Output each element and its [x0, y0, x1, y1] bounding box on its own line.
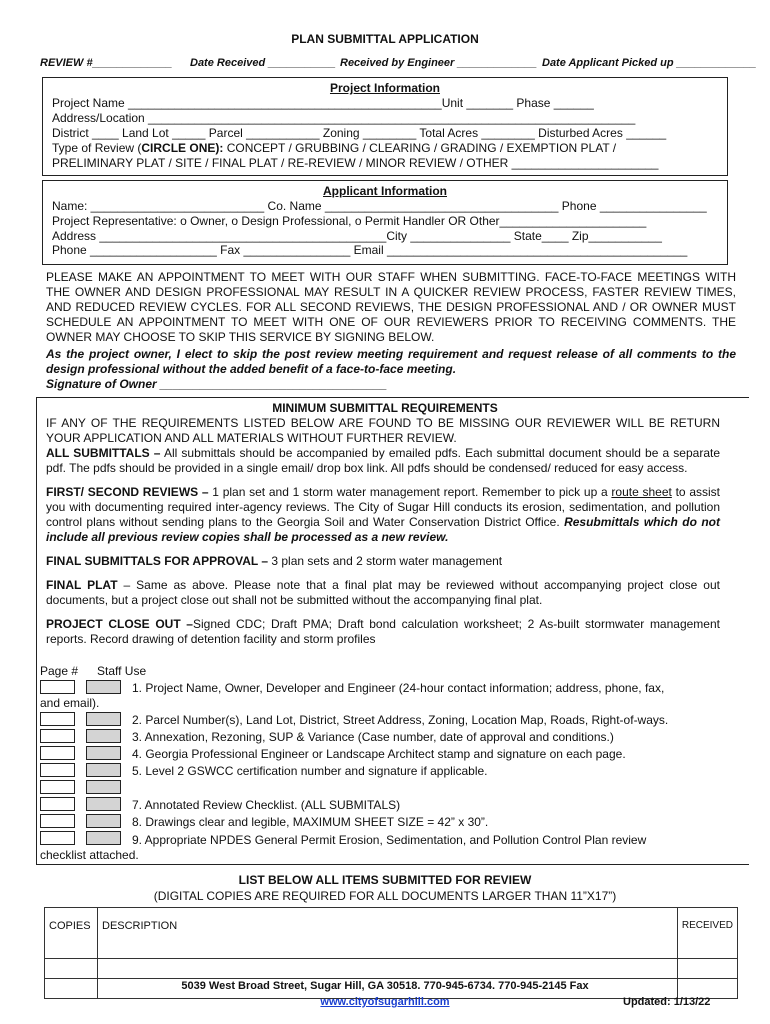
circle-one-label: CIRCLE ONE):: [141, 141, 224, 155]
all-submittals-text: All submittals should be accompanied by emailed pdfs. Each submittal document should be a separate pdf. The pdfs should be provided in a single email/ drop box link. All pdfs should be condensed/ reduced for easy access.: [46, 446, 721, 475]
page-number-checkbox[interactable]: [40, 746, 75, 760]
page-number-checkbox[interactable]: [40, 797, 75, 811]
applicant-information-heading: Applicant Information: [323, 184, 447, 198]
route-sheet-link[interactable]: route sheet: [611, 485, 672, 499]
staff-use-checkbox[interactable]: [86, 712, 121, 726]
applicant-address-line[interactable]: Address ___________________________________________City _______________ State____ Zip___________: [52, 229, 662, 243]
checklist-item-4: 4. Georgia Professional Engineer or Landscape Architect stamp and signature on each page.: [132, 747, 626, 761]
page-title: PLAN SUBMITTAL APPLICATION: [291, 32, 479, 46]
checklist-item-7: 7. Annotated Review Checklist. (ALL SUBMITALS): [132, 798, 401, 812]
staff-use-checkbox[interactable]: [86, 680, 121, 694]
checklist-item-1-wrap: and email).: [40, 696, 100, 710]
page-number-checkbox[interactable]: [40, 729, 75, 743]
staff-use-checkbox[interactable]: [86, 831, 121, 845]
description-cell[interactable]: [98, 959, 678, 979]
review-number-field[interactable]: REVIEW #_____________: [40, 57, 173, 69]
first-second-reviews-text: 1 plan set and 1 storm water management report. Remember to pick up a: [208, 485, 612, 499]
requirements-warning: IF ANY OF THE REQUIREMENTS LISTED BELOW ARE FOUND TO BE MISSING OUR REVIEWER WILL BE RETURN YOUR APPLICATION AND ALL MATERIALS WITHOUT FURTHER REVIEW.: [46, 416, 720, 445]
page-number-checkbox[interactable]: [40, 763, 75, 777]
checklist-item-9-wrap-text: checklist attached.: [40, 848, 139, 862]
first-second-reviews-paragraph: [46, 485, 720, 545]
appointment-notice: [46, 270, 736, 392]
received-cell[interactable]: [677, 959, 737, 979]
website-link[interactable]: www.cityofsugarhill.com: [320, 996, 450, 1008]
footer-address: 5039 West Broad Street, Sugar Hill, GA 30518. 770-945-6734. 770-945-2145 Fax: [181, 980, 589, 992]
checklist-item-5: 5. Level 2 GSWCC certification number and signature if applicable.: [132, 764, 488, 778]
staff-use-checkbox[interactable]: [86, 729, 121, 743]
copies-cell[interactable]: [45, 959, 98, 979]
date-received-field[interactable]: Date Received ___________: [190, 57, 336, 69]
all-submittals-label: ALL SUBMITTALS –: [46, 446, 161, 460]
submitted-items-heading: LIST BELOW ALL ITEMS SUBMITTED FOR REVIEW: [238, 873, 532, 887]
project-information-heading: Project Information: [329, 81, 440, 95]
type-of-review-line[interactable]: [52, 141, 616, 156]
minimum-requirements-heading: MINIMUM SUBMITTAL REQUIREMENTS: [272, 401, 498, 415]
final-plat-label: FINAL PLAT: [46, 578, 118, 592]
received-by-engineer-field[interactable]: Received by Engineer _____________: [340, 57, 537, 69]
first-second-reviews-text-cont: to assist you with documenting required inter-agency reviews. The City of Sugar Hill conducts its erosion, sedimentation, and pollution control plans without sending plans to the Georgia Soil and Water Conservation District Office.: [46, 485, 721, 529]
checklist-item-2: 2. Parcel Number(s), Land Lot, District, Street Address, Zoning, Location Map, Roads, Right-of-ways.: [132, 713, 669, 727]
project-representative-line[interactable]: Project Representative: o Owner, o Design Professional, o Permit Handler OR Other______________________: [52, 214, 647, 228]
district-parcel-line[interactable]: District ____ Land Lot _____ Parcel ___________ Zoning ________ Total Acres ________ Disturbed Acres ______: [52, 126, 667, 140]
type-of-review-label: Type of Review (: [52, 141, 142, 155]
checklist-item-9-wrap: [40, 848, 139, 863]
staff-use-checkbox[interactable]: [86, 763, 121, 777]
page-number-column-header: Page #: [40, 664, 79, 678]
description-column-header: DESCRIPTION: [98, 908, 678, 959]
project-close-out-paragraph: [46, 617, 720, 647]
review-type-options: CONCEPT / GRUBBING / CLEARING / GRADING / EXEMPTION PLAT /: [223, 141, 617, 155]
applicant-name-line[interactable]: Name: __________________________ Co. Name ___________________________________ Phone ________________: [52, 199, 707, 213]
owner-signature-line[interactable]: Signature of Owner __________________________________: [46, 377, 387, 391]
page-number-checkbox[interactable]: [40, 814, 75, 828]
page-number-checkbox[interactable]: [40, 831, 75, 845]
received-column-header: RECEIVED: [677, 908, 737, 959]
staff-use-checkbox[interactable]: [86, 746, 121, 760]
requirements-body: [46, 416, 720, 647]
final-plat-paragraph: [46, 578, 720, 608]
staff-use-column-header: Staff Use: [97, 664, 147, 678]
page-number-checkbox[interactable]: [40, 780, 75, 794]
all-submittals-paragraph: [46, 446, 720, 476]
checklist-item-3: 3. Annexation, Rezoning, SUP & Variance (Case number, date of approval and conditions.): [132, 730, 614, 744]
table-header-row: [45, 908, 738, 959]
first-second-reviews-label: FIRST/ SECOND REVIEWS –: [46, 485, 209, 499]
review-type-options-cont[interactable]: PRELIMINARY PLAT / SITE / FINAL PLAT / RE-REVIEW / MINOR REVIEW / OTHER ______________________: [52, 156, 659, 170]
applicant-phone-line[interactable]: Phone ___________________ Fax ________________ Email _____________________________________________: [52, 243, 688, 257]
staff-use-checkbox[interactable]: [86, 814, 121, 828]
project-name-line[interactable]: Project Name _______________________________________________Unit _______ Phase ______: [52, 96, 594, 110]
resubmittals-note: Resubmittals which do not include all previous review copies shall be processed as a new review.: [46, 515, 720, 544]
appointment-text: PLEASE MAKE AN APPOINTMENT TO MEET WITH OUR STAFF WHEN SUBMITTING. FACE-TO-FACE MEETINGS WITH THE OWNER AND DESIGN PROFESSIONAL MAY RESULT IN A QUICKER REVIEW PROCESS, FASTER REVIEW TIMES, AND REDUCED REVIEW CYCLES. FOR ALL SECOND REVIEWS, THE DESIGN PROFESSIONAL AND / OR OWNER MUST SCHEDULE AN APPOINTMENT TO MEET WITH ONE OF OUR REVIEWERS PRIOR TO RECEIVING COMMENTS. THE OWNER MAY CHOOSE TO SKIP THIS SERVICE BY SIGNING BELOW.: [46, 270, 736, 344]
staff-use-checkbox[interactable]: [86, 797, 121, 811]
updated-date: Updated: 1/13/22: [623, 996, 711, 1008]
table-row[interactable]: [45, 959, 738, 979]
final-plat-text: – Same as above. Please note that a final plat may be reviewed without accompanying project close out documents, but a project close out shall not be submitted without the accompanying final plat.: [46, 578, 720, 607]
checklist-item-8: 8. Drawings clear and legible, MAXIMUM SHEET SIZE = 42” x 30”.: [132, 815, 489, 829]
checklist-item-9: 9. Appropriate NPDES General Permit Erosion, Sedimentation, and Pollution Control Plan review: [132, 833, 647, 847]
project-close-out-text: Signed CDC; Draft PMA; Draft bond calculation worksheet; 2 As-built stormwater management reports. Record drawing of detention facility and storm profiles: [46, 617, 720, 646]
final-submittals-paragraph: [46, 554, 720, 569]
checklist-item-1: 1. Project Name, Owner, Developer and Engineer (24-hour contact information; address, phone, fax,: [132, 681, 665, 695]
page-number-checkbox[interactable]: [40, 712, 75, 726]
final-submittals-label: FINAL SUBMITTALS FOR APPROVAL –: [46, 554, 269, 568]
final-submittals-text: 3 plan sets and 2 storm water management: [268, 554, 503, 568]
copies-column-header: COPIES: [45, 908, 98, 959]
staff-use-checkbox[interactable]: [86, 780, 121, 794]
address-location-line[interactable]: Address/Location _________________________________________________________________________: [52, 111, 636, 125]
project-close-out-label: PROJECT CLOSE OUT –: [46, 617, 193, 631]
date-picked-up-field[interactable]: Date Applicant Picked up _____________: [542, 57, 757, 69]
owner-election-text: As the project owner, I elect to skip the post review meeting requirement and request release of all comments to the design professional without the added benefit of a face-to-face meeting.: [46, 347, 736, 376]
submitted-items-subheading: (DIGITAL COPIES ARE REQUIRED FOR ALL DOCUMENTS LARGER THAN 11”X17”): [153, 889, 617, 903]
page-number-checkbox[interactable]: [40, 680, 75, 694]
